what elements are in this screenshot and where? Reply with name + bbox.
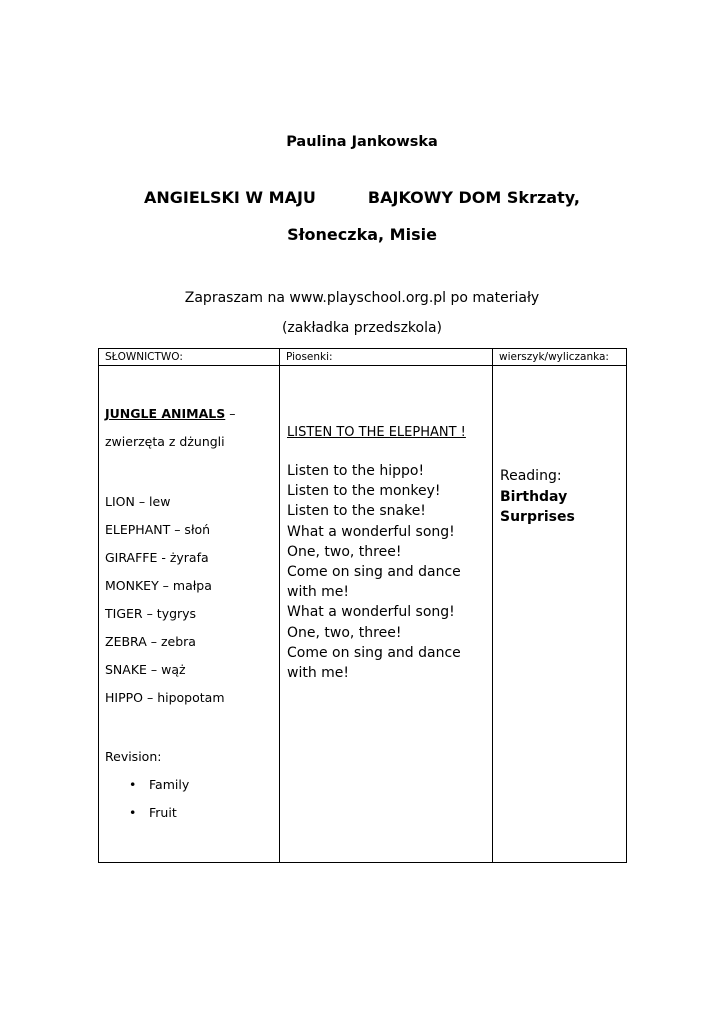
vocabulary-word: ELEPHANT – słoń	[105, 522, 211, 537]
document-title-line2: Słoneczka, Misie	[287, 225, 437, 244]
table-header-row	[99, 349, 627, 366]
vocabulary-cell	[99, 366, 280, 863]
lesson-plan-table	[98, 348, 627, 863]
vocabulary-word: TIGER – tygrys	[105, 606, 197, 621]
revision-item	[129, 805, 177, 820]
revision-item	[129, 777, 189, 792]
vocabulary-topic-heading: JUNGLE ANIMALS	[105, 406, 226, 421]
lyric-line: Come on sing and dance with me!	[287, 564, 461, 601]
vocabulary-word: GIRAFFE - żyrafa	[105, 550, 209, 565]
lyric-line: Come on sing and dance with me!	[287, 644, 461, 682]
author-name: Paulina Jankowska	[286, 134, 438, 150]
lyric-line: Listen to the hippo!	[287, 463, 425, 479]
song-title: LISTEN TO THE ELEPHANT !	[287, 425, 466, 440]
table-content-row	[99, 366, 627, 863]
lyric-line: What a wonderful song!	[287, 604, 455, 621]
title-left: ANGIELSKI W MAJU	[144, 188, 316, 207]
bullet-icon: •	[129, 777, 137, 792]
vocabulary-word: SNAKE – wąż	[105, 662, 186, 677]
bullet-icon: •	[129, 805, 137, 820]
reading-title-line1: Birthday	[500, 489, 568, 505]
invite-note: (zakładka przedszkola)	[281, 320, 443, 336]
lyric-line: What a wonderful song!	[287, 523, 455, 540]
vocabulary-word: LION – lew	[105, 494, 171, 509]
lyric-line: One, two, three!	[287, 543, 402, 560]
vocabulary-topic-translation: zwierzęta z dżungli	[105, 434, 225, 449]
lyric-line: Listen to the monkey!	[287, 483, 441, 500]
reading-label: Reading:	[500, 468, 562, 484]
vocabulary-word: HIPPO – hipopotam	[105, 690, 225, 705]
revision-item-label: Fruit	[149, 805, 177, 820]
revision-label: Revision:	[105, 749, 162, 764]
title-right: BAJKOWY DOM Skrzaty,	[367, 188, 580, 207]
column-header-songs: Piosenki:	[280, 349, 493, 366]
reading-title-line2: Surprises	[500, 509, 575, 525]
vocabulary-word: ZEBRA – zebra	[105, 634, 196, 649]
vocabulary-word: MONKEY – małpa	[105, 578, 212, 593]
song-lyrics	[287, 461, 491, 683]
column-header-rhymes: wierszyk/wyliczanka:	[493, 349, 627, 366]
lyric-line: Listen to the snake!	[287, 503, 426, 520]
vocabulary-topic	[105, 406, 235, 421]
invite-text: Zapraszam na www.playschool.org.pl po materiały	[184, 290, 540, 306]
vocabulary-topic-dash: –	[225, 406, 236, 421]
songs-cell	[280, 366, 493, 863]
column-header-vocabulary: SŁOWNICTWO:	[99, 349, 280, 366]
rhymes-cell	[493, 366, 627, 863]
revision-item-label: Family	[149, 777, 190, 792]
document-title	[0, 188, 724, 207]
lyric-line: One, two, three!	[287, 624, 402, 641]
